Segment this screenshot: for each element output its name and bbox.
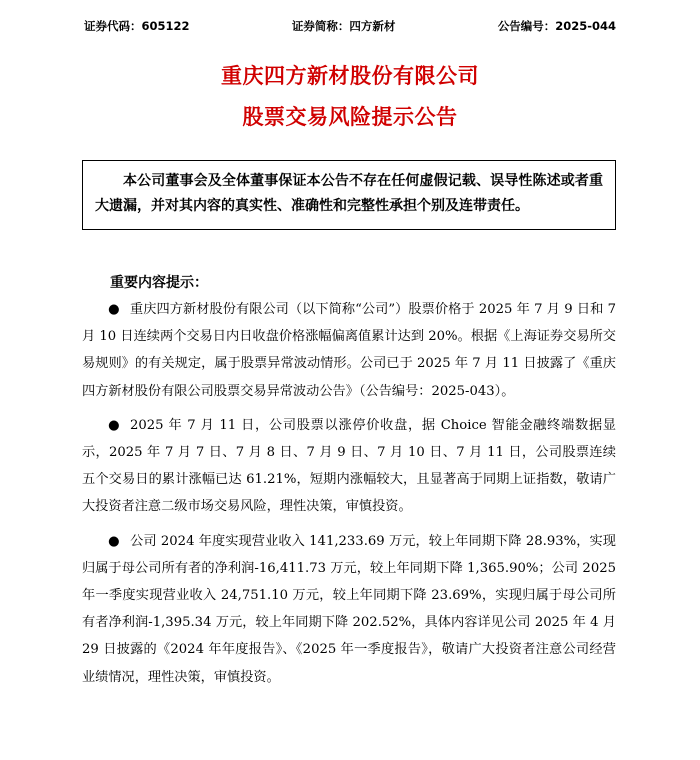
list-item <box>82 528 616 691</box>
announcement-number: 公告编号：2025-044 <box>497 19 616 33</box>
bullet-icon: ● <box>108 302 120 317</box>
list-item <box>82 412 616 521</box>
paragraph-text: 公司 2024 年度实现营业收入 141,233.69 万元，较上年同期下降 28.93%，实现归属于母公司所有者的净利润-16,411.73 万元，较上年同期下降 1,365.90%；公司 2025 年一季度实现营业收入 24,751.10 万元，较上年同期下降 23.69%，实现归属于母公司所有者净利润-1,395.34 万元，较上年同期下降 202.52%，具体内容详见公司 2025 年 4 月 29 日披露的《2024 年年度报告》、《2025 年一季度报告》，敬请广大投资者注意公司经营业绩情况，理性决策，审慎投资。 <box>82 533 616 685</box>
document-header <box>84 18 616 34</box>
bullet-icon: ● <box>108 417 120 433</box>
company-title: 重庆四方新材股份有限公司 <box>221 64 479 88</box>
paragraph-text: 重庆四方新材股份有限公司（以下简称“公司”）股票价格于 2025 年 7 月 9 日和 7 月 10 日连续两个交易日内日收盘价格涨幅偏离值累计达到 20%。根据《上海证券交易所交易规则》的有关规定，属于股票异常波动情形。公司已于 2025 年 7 月 11 日披露了《重庆四方新材股份有限公司股票交易异常波动公告》（公告编号：2025-043）。 <box>82 302 616 399</box>
board-statement-box: 本公司董事会及全体董事保证本公告不存在任何虚假记载、误导性陈述或者重大遗漏，并对其内容的真实性、准确性和完整性承担个别及连带责任。 <box>82 160 616 230</box>
stock-code: 证券代码：605122 <box>84 19 190 33</box>
body-text <box>82 296 616 698</box>
paragraph-text: 2025 年 7 月 11 日，公司股票以涨停价收盘，据 Choice 智能金融终端数据显示，2025 年 7 月 7 日、7 月 8 日、7 月 9 日、7 月 10 日、7 月 11 日，公司股票连续五个交易日的累计涨幅已达 61.21%，短期内涨幅较大，且显著高于同期上证指数，敬请广大投资者注意二级市场交易风险，理性决策，审慎投资。 <box>82 417 616 515</box>
section-heading: 重要内容提示： <box>110 275 208 291</box>
stock-abbreviation: 证券简称：四方新材 <box>291 19 396 33</box>
bullet-icon: ● <box>108 533 120 549</box>
announcement-title: 股票交易风险提示公告 <box>242 105 458 129</box>
list-item <box>82 296 616 405</box>
